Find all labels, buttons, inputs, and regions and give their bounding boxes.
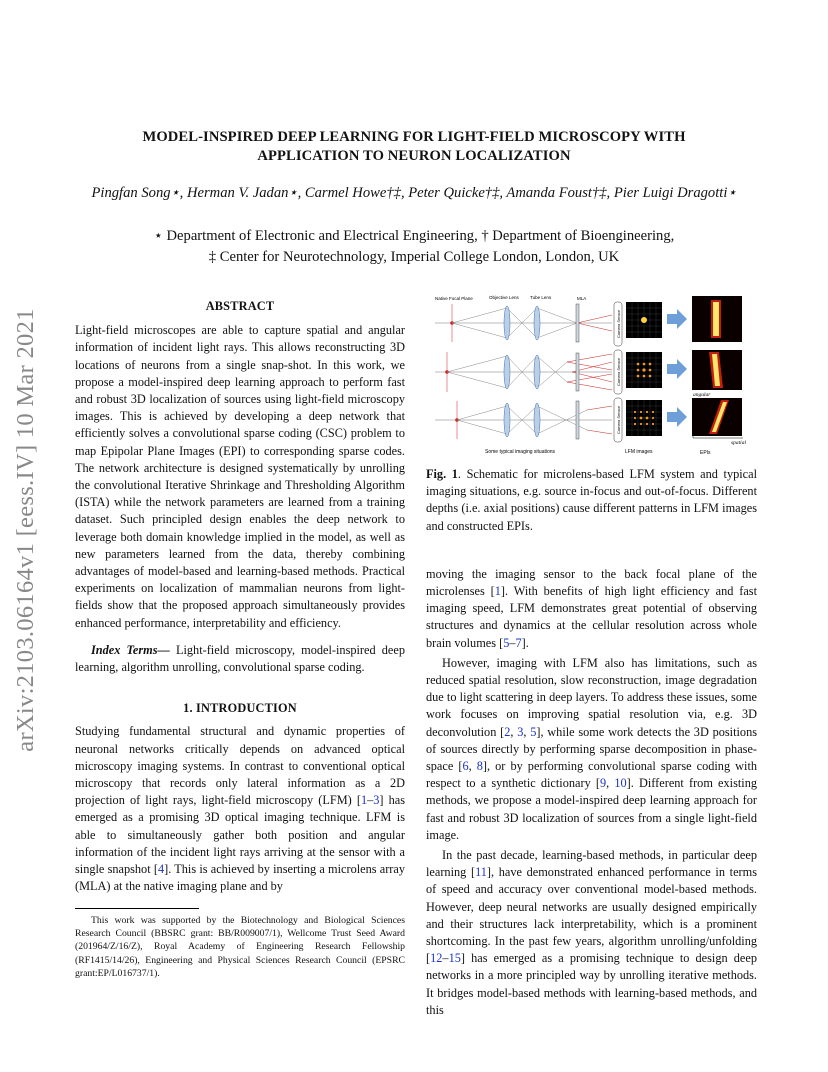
text-span: ] has emerged as a promising technique to design deep networks in a more principled way by unrolling iterative methods. It bridges model-based methods with learning-based methods, and this [426,951,757,1017]
citation-link[interactable]: 7 [515,635,522,650]
citation-link[interactable]: 4 [157,862,165,877]
right-paragraph-1 [426,566,757,652]
citation-link[interactable]: 8 [476,759,483,774]
label-native-focal-plane: Native Focal Plane [435,296,473,301]
affiliation-line-2: ‡ Center for Neurotechnology, Imperial College London, London, UK [208,249,620,265]
text-span: However, imaging with LFM also has limitations, such as reduced spatial resolution, slow reconstruction, image degradation due to light scattering in deep layers. To address these issues, some work focuses on improving spatial resolution via, e.g. 3D deconvolution [ [426,655,757,739]
label-tube-lens: Tube Lens [530,295,552,300]
text-span: – [367,793,374,808]
citation-link[interactable]: 11 [475,865,487,880]
arxiv-id: arXiv:2103.06164v1 [eess.IV] 10 Mar 2021 [12,308,39,752]
sensor-label: Camera Sensor [616,405,621,434]
footnote-text: This work was supported by the Biotechnology and Biological Sciences Research Council (BBSRC grant: BB/R009007/1), Wellcome Trust Seed Award (201964/Z/16/Z), Royal Academy of Engineering Research Fellowship (RF1415/14/26), Engineering and Physical Sciences Research Council (EPSRC grant:EP/L016737/1). [75,915,405,979]
index-terms-label: Index Terms— [91,642,170,657]
optics-row-3 [435,401,612,439]
text-span: ] has emerged as a promising 3D optical imaging technique. LFM is able to simultaneously gather both position and angular information of the incident light rays arriving at the sensor with a single snapshot [ [75,793,405,877]
arxiv-stamp [6,280,46,780]
title-line-2: APPLICATION TO NEURON LOCALIZATION [257,148,571,164]
lfm-images [626,302,662,436]
label-mla: MLA [577,296,587,301]
label-imaging-situations: Some typical imaging situations [485,449,556,455]
text-span: In the past decade, learning-based methods, in particular deep learning [ [426,848,757,880]
right-column [426,466,757,1019]
index-terms-text: Light-field microscopy, model-inspired deep learning, algorithm unrolling, convolutional sparse coding. [75,642,405,675]
sensor-label: Camera Sensor [616,309,621,338]
text-span: , [468,759,477,774]
camera-sensors [614,302,622,442]
citation-link[interactable]: 9 [599,776,607,791]
right-paragraph-3 [426,847,757,1019]
intro-paragraph [75,723,405,895]
sensor-label: Camera Sensor [616,357,621,386]
axis-spatial: spatial [731,440,746,446]
text-span: ]. This is achieved by inserting a microlens array (MLA) at the native imaging plane and by [75,862,405,894]
abstract-heading: ABSTRACT [205,299,275,313]
text-span: – [509,635,516,650]
epi-images [692,296,746,446]
citation-link[interactable]: 6 [462,759,469,774]
text-span: ]. [521,635,529,650]
text-span: Studying fundamental structural and dynamic properties of neuronal networks critically depends on advanced optical microscopy imaging systems. In contrast to conventional optical microscopy that records only lateral information as a 2D projection of light rays, light-field microscopy (LFM) [ [75,724,405,808]
text-span: , [523,724,531,739]
right-paragraph-2 [426,655,757,844]
text-span: ], while some work detects the 3D positions of sources directly by performing sparse decomposition in phase-space [ [426,724,757,774]
figure-caption [426,466,757,535]
citation-link[interactable]: 5 [503,635,510,650]
text-span: – [442,951,449,966]
caption-label: Fig. 1 [426,467,458,481]
optics-row-2 [435,352,612,392]
citation-link[interactable]: 1 [360,793,368,808]
caption-text: . Schematic for microlens-based LFM system and typical imaging situations, e.g. source in-focus and out-of-focus. Different depths (i.e. axial positions) cause different patterns in LFM images and constructed EPIs. [426,467,757,533]
citation-link[interactable]: 5 [530,724,537,739]
author-list: Pingfan Song⋆, Herman V. Jadan⋆, Carmel Howe†‡, Peter Quicke†‡, Amanda Foust†‡, Pier Luigi Dragotti⋆ [91,185,737,201]
abstract-text: Light-field microscopes are able to capture spatial and angular information of incident light rays. This allows reconstructing 3D locations of neurons from a single snap-shot. In this work, we propose a model-inspired deep learning approach to perform fast and robust 3D localization of sources using light-field microscopy images. This is achieved by developing a deep network that efficiently solves a convolutional sparse coding (CSC) problem to map Epipolar Plane Images (EPI) to corresponding sparse codes. The network architecture is designed systematically by unrolling the convolutional Iterative Shrinkage and Thresholding Algorithm (ISTA) while the network parameters are learned from a training dataset. Such principled design enables the deep network to leverage both domain knowledge implied in the model, as well as new parameters learned from the data, thereby combining advantages of model-based and learning-based methods. Practical experiments on localization of mammalian neurons from light-fields show that the proposed approach simultaneously provides enhanced performance, interpretability and efficiency. [75,323,405,630]
affiliation-line-1: ⋆ Department of Electronic and Electrical Engineering, † Department of Bioengineering, [153,228,675,244]
affiliations [60,226,768,268]
figure-1 [427,290,757,470]
text-span: ], or by performing convolutional sparse coding with respect to a synthetic dictionary [ [426,759,758,791]
citation-link[interactable]: 10 [614,776,627,791]
citation-link[interactable]: 3 [517,724,524,739]
intro-heading: 1. INTRODUCTION [183,701,297,716]
left-column [75,298,405,896]
label-epis: EPIs [700,450,711,456]
text-span: , [606,776,615,791]
text-span: , [510,724,518,739]
index-terms [75,642,405,676]
label-objective-lens: Objective Lens [489,295,519,300]
optics-row-1 [435,304,612,342]
citation-link[interactable]: 12 [430,951,443,966]
text-span: moving the imaging sensor to the back focal plane of the microlenses [ [426,566,757,599]
paper-title [60,128,768,166]
label-lfm-images: LFM images [625,449,653,455]
footnote-rule [75,908,199,909]
text-span: ], have demonstrated enhanced performance in terms of speed and accuracy over conventional model-based methods. However, deep neural networks are usually designed empirically and their structures lack interpretability, which is a prominent shortcoming. In the past few years, algorithm unrolling/unfolding [ [426,865,757,966]
citation-link[interactable]: 15 [448,951,461,966]
lfm-schematic [427,290,757,470]
axis-angular: angular [693,392,711,398]
citation-link[interactable]: 1 [494,584,501,599]
citation-link[interactable]: 3 [373,793,380,808]
arrows [667,309,687,427]
title-line-1: MODEL-INSPIRED DEEP LEARNING FOR LIGHT-FIELD MICROSCOPY WITH [142,129,686,145]
text-span: ]. With benefits of high light efficiency and fast imaging speed, LFM demonstrates great potential of observing structures and dynamics at the cellular resolution across whole brain volumes [ [426,584,757,650]
text-span: ]. Different from existing methods, we propose a model-inspired deep learning approach for fast and robust 3D localization of sources from a single light-field image. [426,776,757,842]
funding-footnote [75,914,405,980]
citation-link[interactable]: 2 [504,724,511,739]
